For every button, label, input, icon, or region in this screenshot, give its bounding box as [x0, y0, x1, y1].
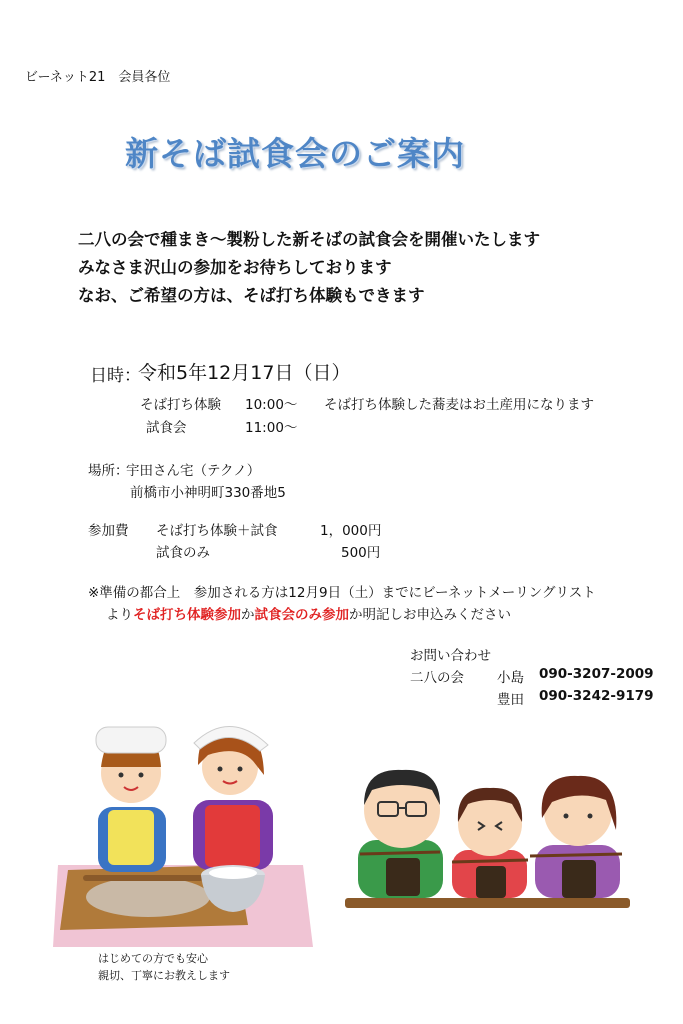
- schedule-time-1: 10:00～: [245, 397, 298, 413]
- datetime-value: 令和5年12月17日（日）: [138, 362, 351, 384]
- contact-heading: お問い合わせ: [410, 648, 491, 664]
- notice-connector: か: [241, 607, 255, 623]
- notice-prefix: より: [106, 607, 133, 623]
- schedule-item-1: そば打ち体験: [140, 397, 221, 413]
- contact-name-2: 豊田: [497, 692, 524, 708]
- intro-text: [78, 226, 540, 310]
- fee-price-1: 1，000円: [320, 523, 382, 539]
- caption-line-2: 親切、丁寧にお教えします: [98, 969, 230, 982]
- place-address: 前橋市小神明町330番地5: [130, 485, 286, 501]
- intro-line-3: なお、ご希望の方は、そば打ち体験もできます: [78, 286, 425, 305]
- intro-line-1: 二八の会で種まき～製粉した新そばの試食会を開催いたします: [78, 230, 540, 249]
- schedule-item-2: 試食会: [146, 420, 187, 436]
- contact-phone-1: 090-3207-2009: [539, 666, 654, 682]
- addressee: ビーネット21 会員各位: [25, 70, 171, 85]
- contact-name-1: 小島: [497, 670, 524, 686]
- place-name: 宇田さん宅（テクノ）: [126, 463, 261, 479]
- option-soba-making: そば打ち体験参加: [133, 607, 241, 623]
- intro-line-2: みなさま沢山の参加をお待ちしております: [78, 258, 392, 277]
- option-tasting-only: 試食会のみ参加: [254, 607, 349, 623]
- fee-price-2: 500円: [341, 545, 381, 561]
- fee-item-1: そば打ち体験＋試食: [156, 523, 278, 539]
- fee-label: 参加費: [88, 523, 129, 539]
- contact-group: 二八の会: [410, 670, 464, 686]
- notice-line-2: [106, 603, 511, 623]
- soba-eating-illustration: [340, 750, 640, 915]
- datetime-label: 日時：: [90, 366, 141, 386]
- contact-phone-2: 090-3242-9179: [539, 688, 654, 704]
- page-title: 新そば試食会のご案内: [125, 134, 465, 173]
- schedule-note-1: そば打ち体験した蕎麦はお土産用になります: [324, 397, 594, 413]
- caption-line-1: はじめての方でも安心: [98, 952, 208, 965]
- schedule-time-2: 11:00～: [245, 420, 298, 436]
- caption: [98, 950, 230, 984]
- fee-item-2: 試食のみ: [156, 545, 210, 561]
- soba-making-illustration: [48, 715, 318, 950]
- place-label: 場所：: [88, 463, 129, 479]
- notice-suffix: か明記しお申込みください: [349, 607, 511, 623]
- notice-line-1: ※準備の都合上 参加される方は12月9日（土）までにビーネットメーリングリスト: [88, 585, 596, 601]
